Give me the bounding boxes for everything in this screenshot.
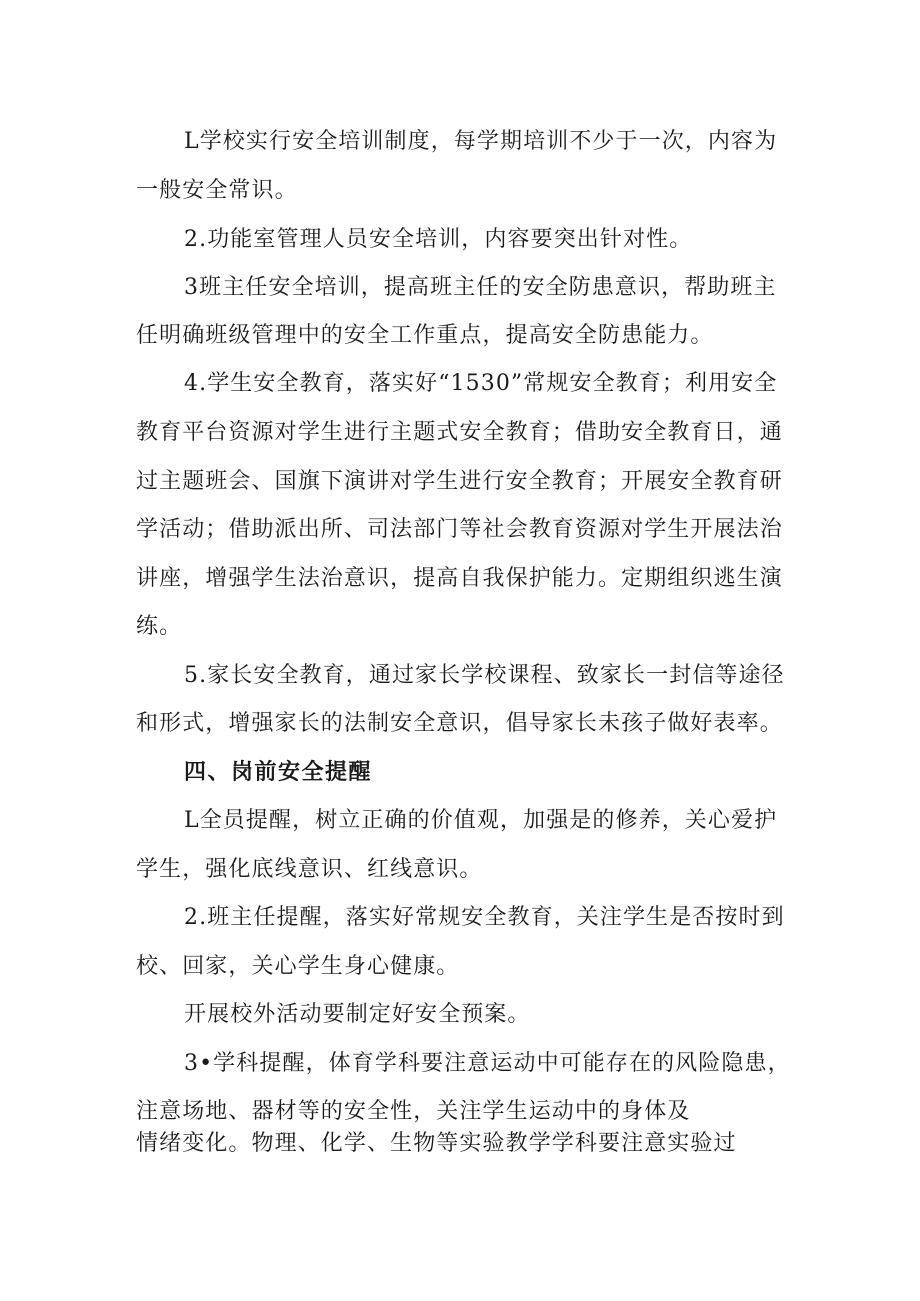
paragraph-line: 一般安全常识。	[136, 178, 298, 203]
paragraph-line: 3班主任安全培训，提高班主任的安全防患意识，帮助班主	[184, 275, 777, 300]
paragraph-line: 过主题班会、国旗下演讲对学生进行安全教育；开展安全教育研	[136, 469, 783, 494]
paragraph-line: 任明确班级管理中的安全工作重点，提高安全防患能力。	[136, 323, 714, 348]
paragraph-line: 3•学科提醒，体育学科要注意运动中可能存在的风险隐患，	[184, 1051, 791, 1076]
paragraph-line: 校、回家，关心学生身心健康。	[136, 954, 460, 979]
paragraph-line: 学活动；借助派出所、司法部门等社会教育资源对学生开展法治	[136, 517, 783, 542]
paragraph-line: 注意场地、器材等的安全性，关注学生运动中的身体及	[136, 1099, 691, 1124]
paragraph-line: 讲座，增强学生法治意识，提高自我保护能力。定期组织逃生演	[136, 566, 783, 591]
paragraph-line: 4.学生安全教育，落实好“1530”常规安全教育；利用安全	[184, 371, 778, 396]
paragraph-line: 情绪变化。物理、化学、生物等实验教学学科要注意实验过	[136, 1131, 737, 1156]
paragraph-line: L全员提醒，树立正确的价值观，加强是的修养，关心爱护	[184, 808, 778, 833]
section-heading: 四、岗前安全提醒	[184, 760, 373, 785]
paragraph-line: L学校实行安全培训制度，每学期培训不少于一次，内容为	[184, 129, 778, 154]
paragraph-line: 开展校外活动要制定好安全预案。	[184, 1002, 531, 1027]
paragraph-line: 学生，强化底线意识、红线意识。	[136, 857, 483, 882]
paragraph-line: 2.班主任提醒，落实好常规安全教育，关注学生是否按时到	[184, 905, 785, 930]
paragraph-line: 和形式，增强家长的法制安全意识，倡导家长未孩子做好表率。	[136, 711, 783, 736]
paragraph-line: 教育平台资源对学生进行主题式安全教育；借助安全教育日，通	[136, 420, 783, 445]
paragraph-line: 2.功能室管理人员安全培训，内容要突出针对性。	[184, 227, 693, 252]
paragraph-line: 练。	[136, 614, 183, 639]
paragraph-line: 5.家长安全教育，通过家长学校课程、致家长一封信等途径	[184, 663, 785, 688]
